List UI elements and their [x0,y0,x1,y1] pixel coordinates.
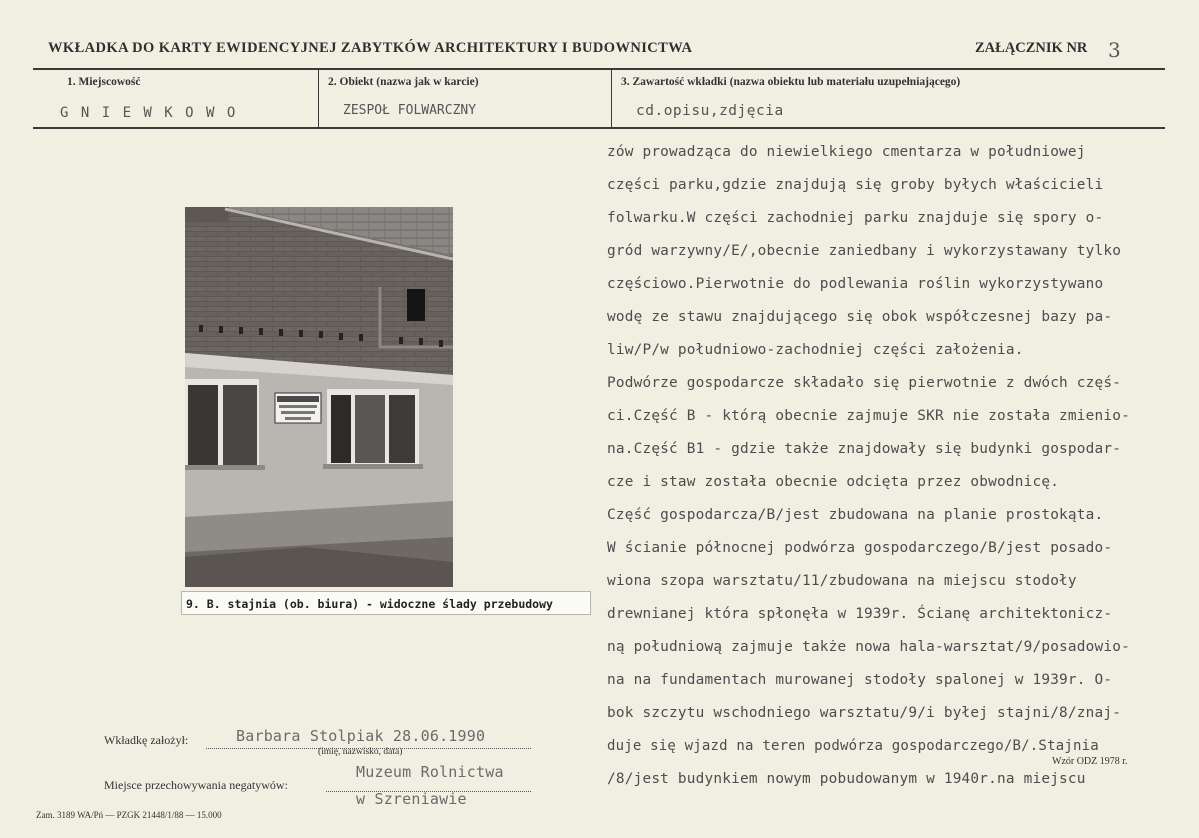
body-line: części parku,gdzie znajdują się groby byłych właścicieli [607,177,1104,193]
body-line: bok szczytu wschodniego warsztatu/9/i byłej stajni/8/znaj- [607,705,1122,721]
form-number: Wzór ODZ 1978 r. [1052,756,1128,767]
created-by-label: Wkładkę założył: [104,733,189,747]
body-line: cze i staw została obecnie odcięta przez obwodnicę. [607,474,1060,490]
top-rule [33,68,1165,70]
body-line: Część gospodarcza/B/jest zbudowana na planie prostokąta. [607,507,1104,523]
field-1-label: 1. Miejscowość [67,76,141,88]
attachment-number: 3 [1108,38,1121,62]
body-line: gród warzywny/E/,obecnie zaniedbany i wykorzystawany tylko [607,243,1122,259]
form-title: WKŁADKA DO KARTY EWIDENCYJNEJ ZABYTKÓW ARCHITEKTURY I BUDOWNICTWA [48,40,693,56]
body-line: ci.Część B - którą obecnie zajmuje SKR nie została zmienio- [607,408,1130,424]
field-2-label: 2. Obiekt (nazwa jak w karcie) [328,76,479,88]
storage-label: Miejsce przechowywania negatywów: [104,778,288,792]
body-line: wiona szopa warsztatu/11/zbudowana na miejscu stodoły [607,573,1077,589]
body-line: drewnianej która spłonęła w 1939r. Ścianę architektonicz- [607,606,1113,622]
body-line: częściowo.Pierwotnie do podlewania roślin wykorzystywano [607,276,1104,292]
building-photo [185,207,453,587]
body-line: Podwórze gospodarcze składało się pierwotnie z dwóch częś- [607,375,1122,391]
photo-caption: 9. B. stajnia (ob. biura) - widoczne ślady przebudowy [181,591,591,615]
print-info: Zam. 3189 WA/Pń — PZGK 21448/1/88 — 15.000 [36,810,222,820]
field-2-value: ZESPOŁ FOLWARCZNY [343,103,477,118]
field-3-label: 3. Zawartość wkładki (nazwa obiektu lub materiału uzupełniającego) [621,76,961,88]
body-line: ną południową zajmuje także nowa hala-warsztat/9/posadowio- [607,639,1130,655]
body-line: na na fundamentach murowanej stodoły spalonej w 1939r. O- [607,672,1113,688]
body-line: /8/jest budynkiem nowym pobudowanym w 1940r.na miejscu [607,771,1086,787]
col-divider-2 [611,70,612,127]
col-divider-1 [318,70,319,127]
body-line: W ścianie północnej podwórza gospodarczego/B/jest posado- [607,540,1113,556]
mid-rule [33,127,1165,129]
body-line: na.Część B1 - gdzie także znajdowały się budynki gospodar- [607,441,1122,457]
body-line: liw/P/w południowo-zachodniej części założenia. [607,342,1024,358]
body-line: folwarku.W części zachodniej parku znajduje się spory o- [607,210,1104,226]
storage-value-1: Muzeum Rolnictwa [356,763,504,781]
field-1-value: G N I E W K O W O [60,105,238,121]
field-3-value: cd.opisu,zdjęcia [636,103,784,119]
created-by-value: Barbara Stolpiak 28.06.1990 [236,727,486,745]
storage-value-2: w Szreniawie [356,790,467,808]
created-by-hint: (imię, nazwisko, data) [318,747,403,757]
attachment-label: ZAŁĄCZNIK NR [975,40,1088,56]
body-line: zów prowadząca do niewielkiego cmentarza w południowej [607,144,1086,160]
body-line: duje się wjazd na teren podwórza gospodarczego/B/.Stajnia [607,738,1099,754]
body-line: wodę ze stawu znajdującego się obok współczesnej bazy pa- [607,309,1113,325]
photo-drawing [185,207,453,587]
